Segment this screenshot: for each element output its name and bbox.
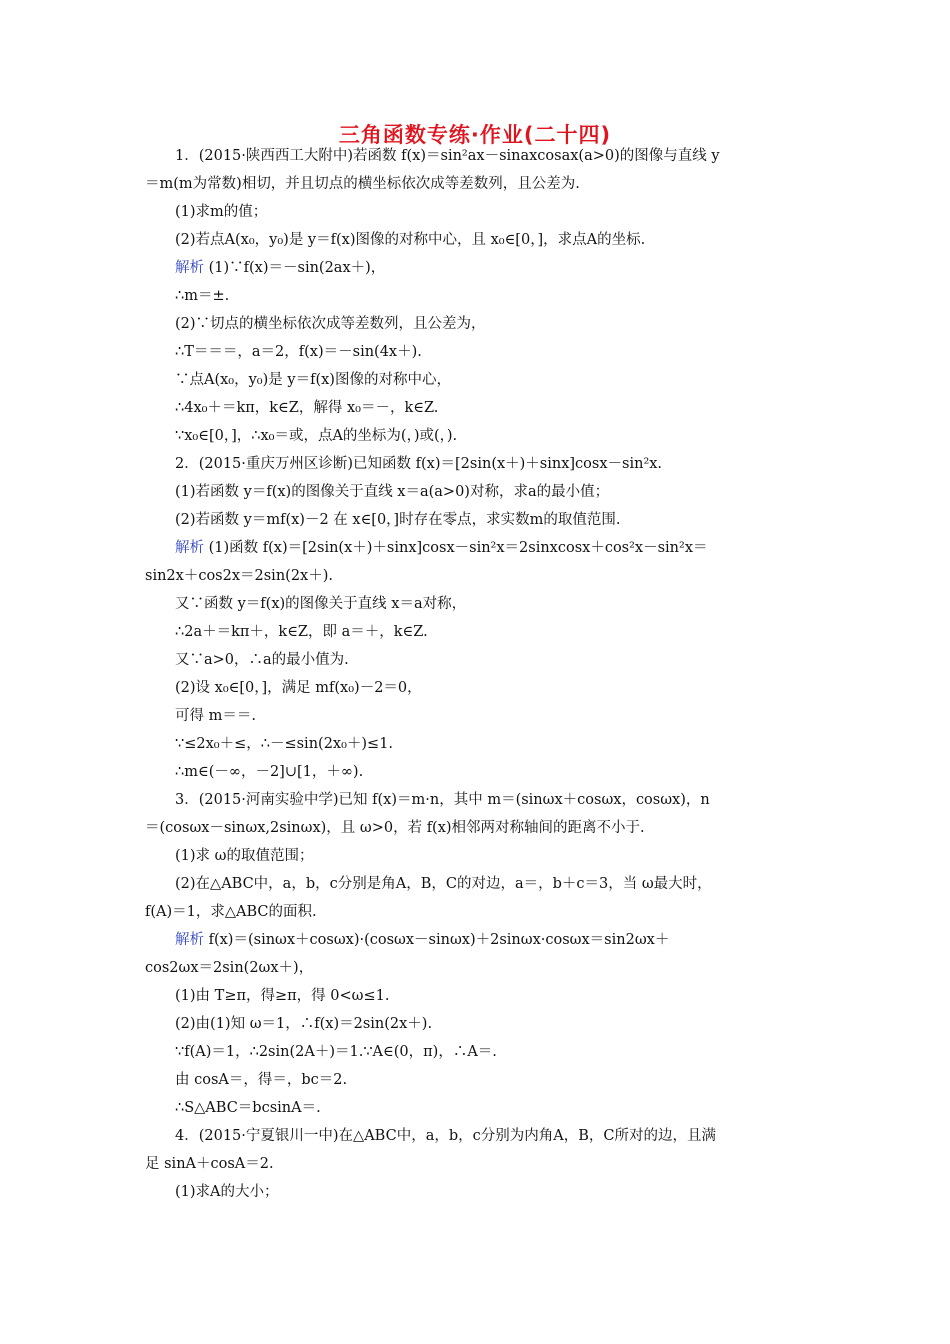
- line-text: ＝(cosωx－sinωx,2sinωx)，且 ω>0，若 f(x)相邻两对称轴间的距离不小于.: [145, 820, 645, 836]
- text-line-q3-a: [175, 790, 807, 810]
- text-line-a1-a: [175, 258, 807, 278]
- analysis-label: 解析: [175, 260, 204, 276]
- text-line-a2-h: [175, 734, 807, 754]
- text-line-a2-a: [175, 538, 807, 558]
- text-line-q1-d: [175, 230, 807, 250]
- line-text: ＝m(m为常数)相切，并且切点的横坐标依次成等差数列，且公差为.: [145, 176, 580, 192]
- text-line-q2-a: [175, 454, 807, 474]
- line-text: f(A)＝1，求△ABC的面积.: [145, 904, 317, 920]
- line-text: (1)由 T≥π，得≥π，得 0<ω≤1.: [175, 988, 390, 1004]
- text-line-a3-b: [145, 958, 807, 978]
- line-text: 又∵a>0，∴a的最小值为.: [175, 652, 349, 668]
- line-text: ∵f(A)＝1，∴2sin(2A＋)＝1.∵A∈(0，π)，∴A＝.: [175, 1044, 497, 1060]
- line-text: ∴S△ABC＝bcsinA＝.: [175, 1100, 321, 1116]
- line-text: (2)在△ABC中，a，b，c分别是角A，B，C的对边，a＝，b＋c＝3，当 ω最大时，: [175, 876, 712, 892]
- text-line-a2-g: [175, 706, 807, 726]
- line-text: 可得 m＝＝.: [175, 708, 256, 724]
- line-text: 1．(2015·陕西西工大附中)若函数 f(x)＝sin²ax－sinaxcosax(a>0)的图像与直线 y: [175, 148, 720, 164]
- page-title: 三角函数专练·作业(二十四): [338, 123, 612, 147]
- line-text: (2)∵切点的横坐标依次成等差数列，且公差为，: [175, 316, 486, 332]
- line-text: (2)若函数 y＝mf(x)－2 在 x∈[0，]时存在零点，求实数m的取值范围.: [175, 512, 621, 528]
- text-line-a3-d: [175, 1014, 807, 1034]
- line-text: ∵x₀∈[0，]，∴x₀＝或，点A的坐标为(，)或(，).: [175, 428, 458, 444]
- line-text: 足 sinA＋cosA＝2.: [145, 1156, 274, 1172]
- line-text: (1)求A的大小；: [175, 1184, 279, 1200]
- text-line-a1-d: [175, 342, 807, 362]
- text-line-a1-e: [175, 370, 807, 390]
- line-text: ∴m＝±.: [175, 288, 230, 304]
- text-line-a2-b: [145, 566, 807, 586]
- text-line-a2-d: [175, 622, 807, 642]
- line-text: (1)若函数 y＝f(x)的图像关于直线 x＝a(a>0)对称，求a的最小值；: [175, 484, 610, 500]
- text-line-q1-b: [145, 174, 807, 194]
- analysis-label: 解析: [175, 932, 204, 948]
- text-line-q4-c: [175, 1182, 807, 1202]
- line-text: ∴4x₀＋＝kπ，k∈Z，解得 x₀＝－，k∈Z.: [175, 400, 439, 416]
- line-text: (1)求m的值；: [175, 204, 268, 220]
- analysis-label: 解析: [175, 540, 204, 556]
- text-line-a3-e: [175, 1042, 807, 1062]
- text-line-q2-c: [175, 510, 807, 530]
- text-line-a2-f: [175, 678, 807, 698]
- text-line-a3-f: [175, 1070, 807, 1090]
- line-text: 4．(2015·宁夏银川一中)在△ABC中，a，b，c分别为内角A，B，C所对的边，且满: [175, 1128, 716, 1144]
- text-line-a1-f: [175, 398, 807, 418]
- line-text: 3．(2015·河南实验中学)已知 f(x)＝m·n，其中 m＝(sinωx＋cosωx，cosωx)，n: [175, 792, 710, 808]
- line-text: ∵点A(x₀，y₀)是 y＝f(x)图像的对称中心，: [175, 372, 451, 388]
- text-line-a3-a: [175, 930, 807, 950]
- text-line-a1-c: [175, 314, 807, 334]
- line-text: (1)∵f(x)＝－sin(2ax＋)，: [204, 260, 386, 276]
- text-line-q2-b: [175, 482, 807, 502]
- line-text: ∴2a＋＝kπ＋，k∈Z，即 a＝＋，k∈Z.: [175, 624, 428, 640]
- text-line-q4-a: [175, 1126, 807, 1146]
- line-text: (1)求 ω的取值范围；: [175, 848, 314, 864]
- line-text: cos2ωx＝2sin(2ωx＋)，: [145, 960, 314, 976]
- text-line-q1-a: [175, 146, 807, 166]
- text-line-a2-i: [175, 762, 807, 782]
- line-text: (2)设 x₀∈[0，]，满足 mf(x₀)－2＝0，: [175, 680, 422, 696]
- text-line-a2-e: [175, 650, 807, 670]
- text-line-q3-e: [145, 902, 807, 922]
- line-text: 又∵函数 y＝f(x)的图像关于直线 x＝a对称，: [175, 596, 467, 612]
- text-line-a3-g: [175, 1098, 807, 1118]
- text-line-a1-g: [175, 426, 807, 446]
- line-text: ∴T＝＝＝，a＝2，f(x)＝－sin(4x＋).: [175, 344, 422, 360]
- text-line-q1-c: [175, 202, 807, 222]
- line-text: sin2x＋cos2x＝2sin(2x＋).: [145, 568, 333, 584]
- text-line-q3-c: [175, 846, 807, 866]
- line-text: f(x)＝(sinωx＋cosωx)·(cosωx－sinωx)＋2sinωx·cosωx＝sin2ωx＋: [204, 932, 670, 948]
- text-line-q3-d: [175, 874, 807, 894]
- text-line-q4-b: [145, 1154, 807, 1174]
- text-line-a2-c: [175, 594, 807, 614]
- line-text: (2)由(1)知 ω＝1，∴f(x)＝2sin(2x＋).: [175, 1016, 433, 1032]
- text-line-a1-b: [175, 286, 807, 306]
- line-text: 由 cosA＝，得＝，bc＝2.: [175, 1072, 348, 1088]
- line-text: ∵≤2x₀＋≤，∴－≤sin(2x₀＋)≤1.: [175, 736, 394, 752]
- line-text: ∴m∈(－∞，－2]∪[1，＋∞).: [175, 764, 364, 780]
- text-line-q3-b: [145, 818, 807, 838]
- line-text: (1)函数 f(x)＝[2sin(x＋)＋sinx]cosx－sin²x＝2sinxcosx＋cos²x－sin²x＝: [204, 540, 708, 556]
- line-text: (2)若点A(x₀，y₀)是 y＝f(x)图像的对称中心，且 x₀∈[0，]，求点A的坐标.: [175, 232, 646, 248]
- line-text: 2．(2015·重庆万州区诊断)已知函数 f(x)＝[2sin(x＋)＋sinx]cosx－sin²x.: [175, 456, 663, 472]
- text-line-a3-c: [175, 986, 807, 1006]
